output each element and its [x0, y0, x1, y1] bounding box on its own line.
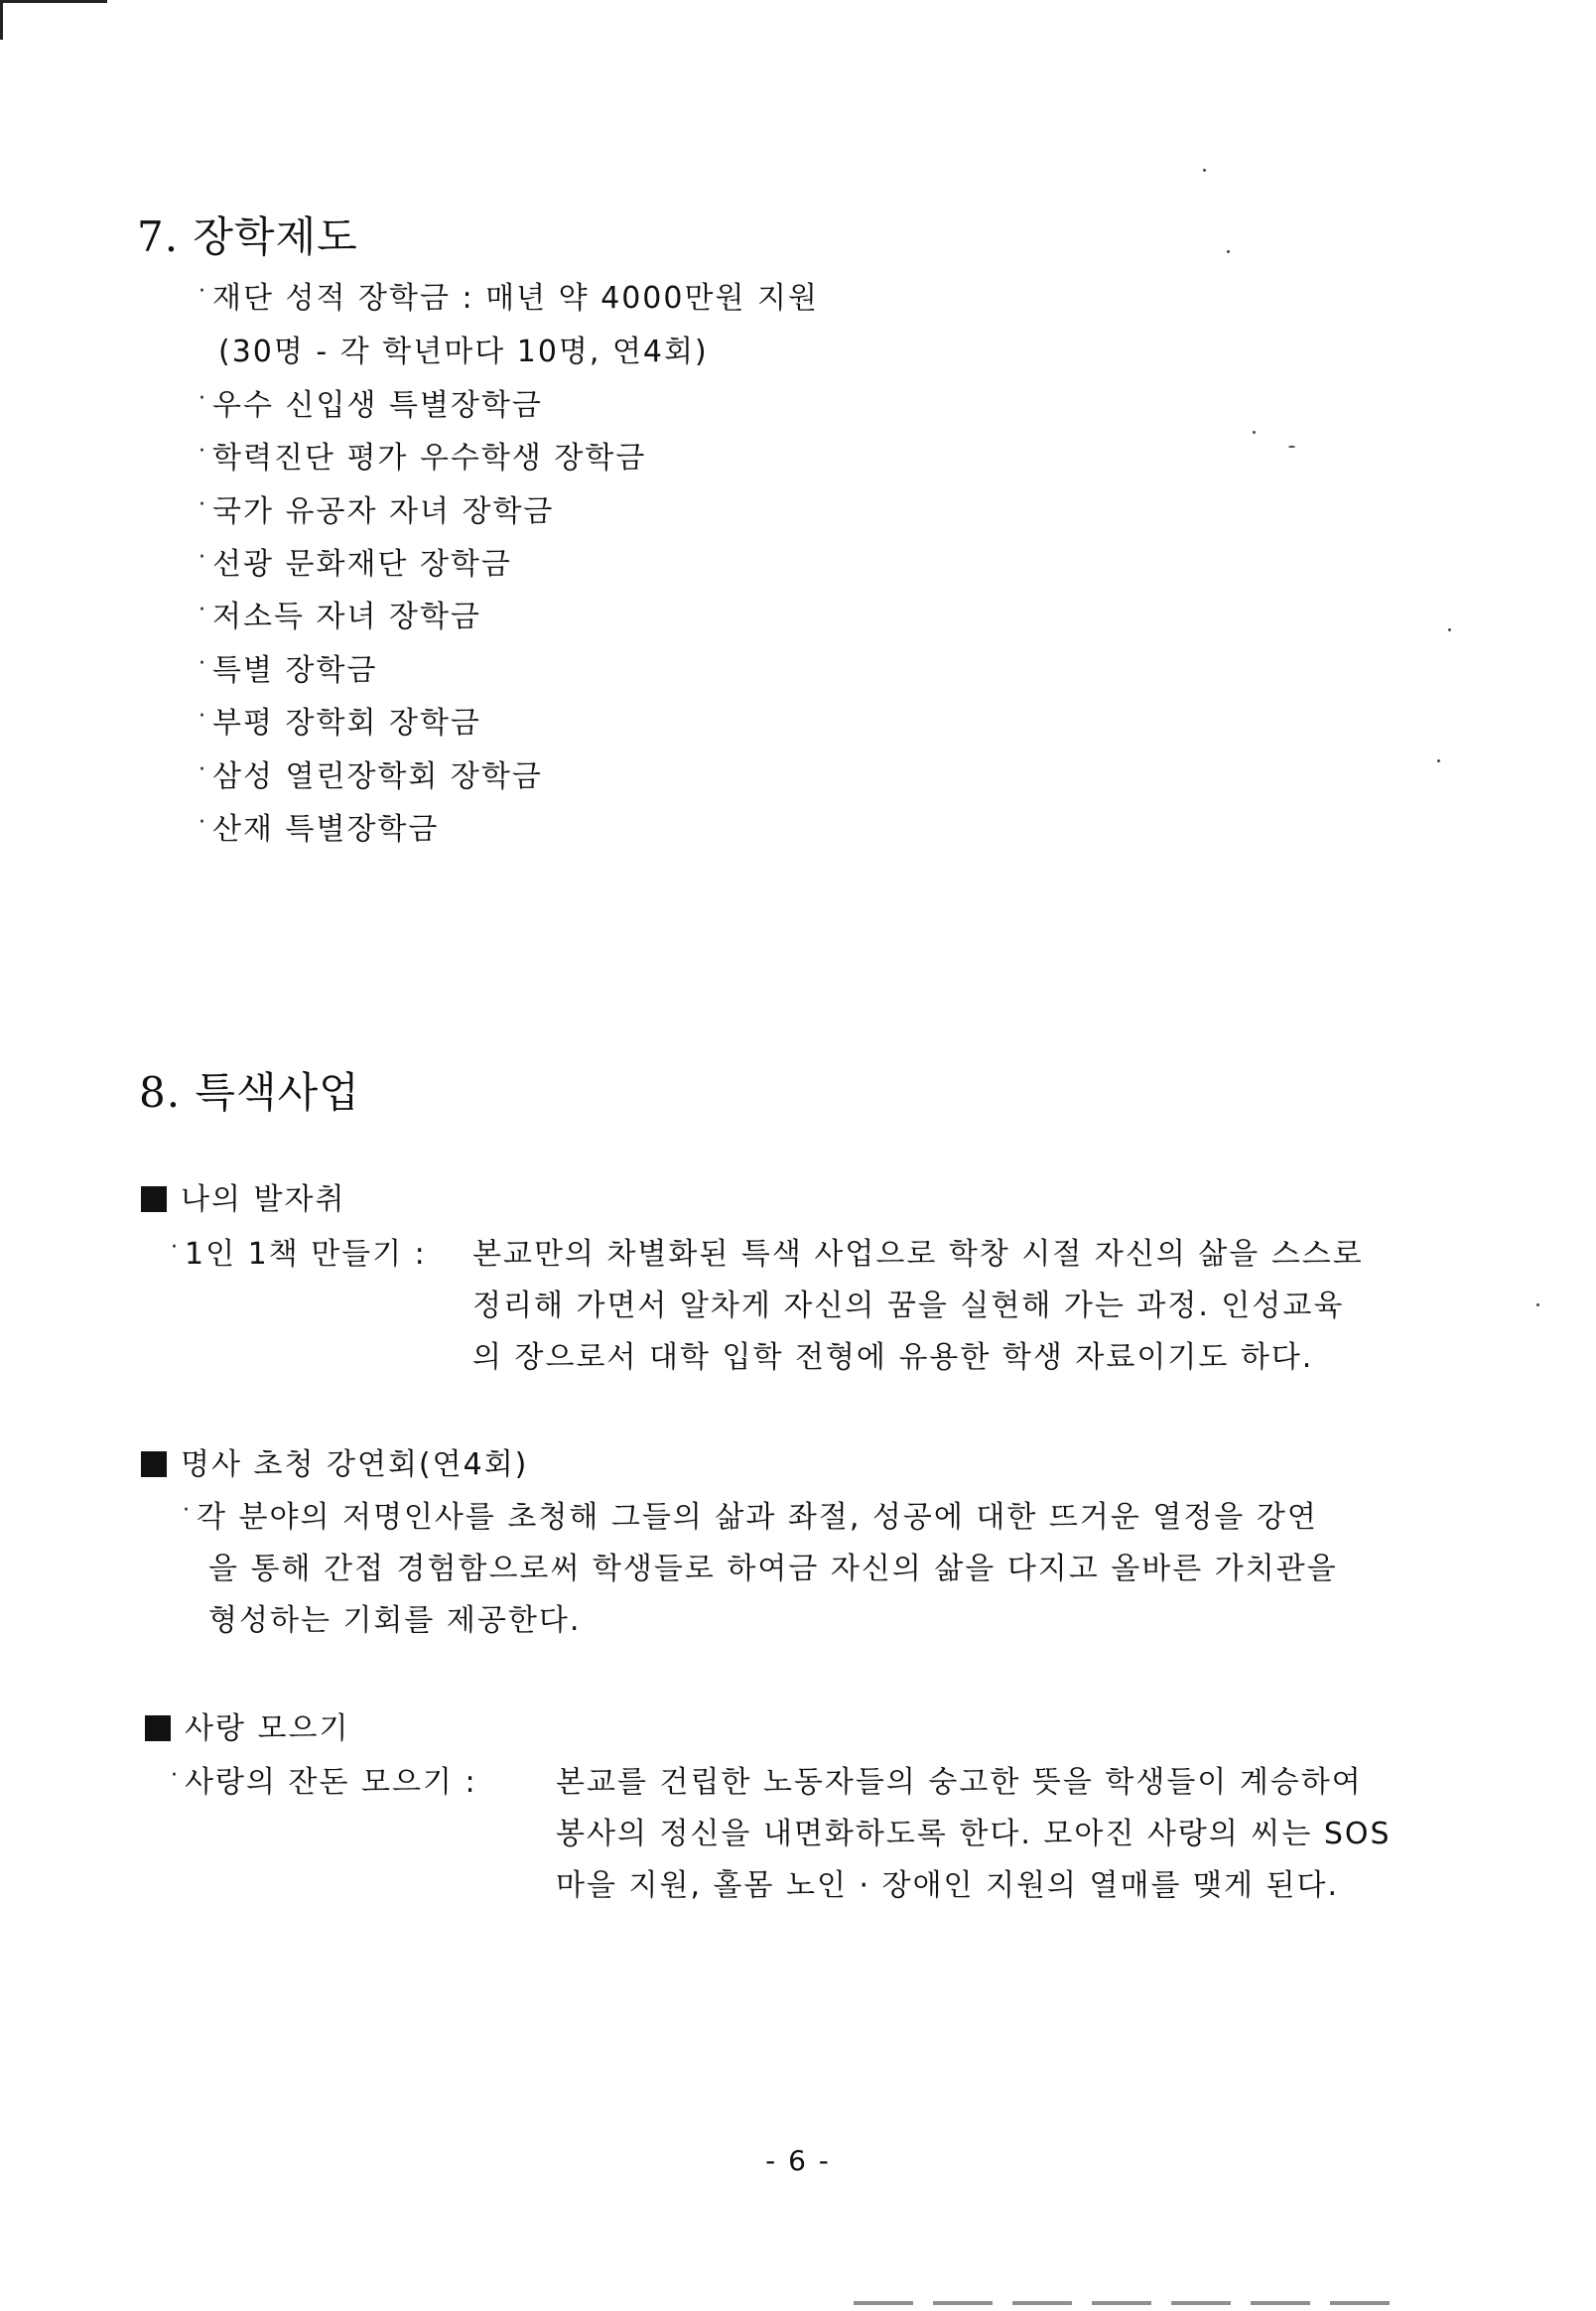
bullet-icon: ·	[199, 598, 207, 622]
page-number: - 6 -	[765, 2144, 831, 2177]
item-label: 사랑의 잔돈 모으기 :	[185, 1765, 477, 1800]
paragraph-line: 봉사의 정신을 내면화하도록 한다. 모아진 사랑의 씨는 SOS	[556, 1817, 1392, 1851]
paragraph-line	[183, 1492, 1318, 1536]
list-item-text: 우수 신입생 특별장학금	[212, 388, 543, 423]
section-title: 8. 특색사업	[139, 1068, 360, 1117]
subsection-heading	[145, 1703, 349, 1747]
square-bullet-icon	[145, 1715, 171, 1741]
list-item-text: 산재 특별장학금	[212, 812, 440, 847]
bullet-icon: ·	[199, 279, 207, 304]
list-item	[199, 645, 377, 689]
scan-edge-mark	[0, 0, 107, 3]
bullet-icon: ·	[183, 1498, 192, 1523]
item-label: 1인 1책 만들기 :	[185, 1237, 427, 1272]
list-item	[199, 804, 439, 848]
paragraph-text: 각 분야의 저명인사를 초청해 그들의 삶과 좌절, 성공에 대한 뜨거운 열정을 강연	[197, 1500, 1318, 1535]
scan-speck	[1253, 431, 1256, 434]
paragraph-line	[171, 1757, 477, 1801]
square-bullet-icon	[141, 1186, 167, 1212]
list-item-text: 재단 성적 장학금 : 매년 약 4000만원 지원	[212, 281, 819, 316]
paragraph-line: 을 통해 간접 경험함으로써 학생들로 하여금 자신의 삶을 다지고 올바른 가치관을	[208, 1552, 1338, 1586]
list-item-text: 삼성 열린장학회 장학금	[212, 759, 543, 794]
list-item-text: 학력진단 평가 우수학생 장학금	[212, 441, 647, 476]
paragraph-line	[171, 1229, 427, 1273]
scan-speck	[1288, 446, 1295, 448]
subsection-heading	[141, 1174, 345, 1218]
scan-speck	[1203, 169, 1206, 172]
subsection-heading-text: 나의 발자취	[181, 1182, 346, 1217]
paragraph-line: 마을 지원, 홀몸 노인 · 장애인 지원의 열매를 맺게 된다.	[556, 1868, 1340, 1903]
list-item	[199, 433, 646, 476]
subsection-heading	[141, 1439, 528, 1483]
scan-speck	[1227, 250, 1230, 253]
list-item	[199, 273, 819, 317]
list-item-text: 저소득 자녀 장학금	[212, 600, 481, 634]
list-item	[199, 751, 543, 795]
paragraph-line: 의 장으로서 대학 입학 전형에 유용한 학생 자료이기도 하다.	[472, 1340, 1314, 1375]
list-item-note: (30명 - 각 학년마다 10명, 연4회)	[218, 335, 709, 369]
list-item	[199, 698, 481, 742]
scan-speck	[1437, 759, 1440, 762]
list-item	[199, 539, 512, 583]
bullet-icon: ·	[171, 1763, 180, 1788]
section-title: 7. 장학제도	[137, 212, 358, 261]
list-item	[199, 486, 554, 530]
bullet-icon: ·	[199, 439, 207, 464]
list-item	[199, 380, 543, 424]
subsection-heading-text: 사랑 모으기	[185, 1711, 350, 1746]
bullet-icon: ·	[199, 492, 207, 517]
list-item-text: 선광 문화재단 장학금	[212, 547, 512, 582]
bullet-icon: ·	[199, 757, 207, 782]
paragraph-line: 정리해 가면서 알차게 자신의 꿈을 실현해 가는 과정. 인성교육	[472, 1289, 1345, 1323]
list-item-text: 특별 장학금	[212, 653, 378, 688]
paragraph-line: 본교를 건립한 노동자들의 숭고한 뜻을 학생들이 계승하여	[556, 1765, 1363, 1800]
bullet-icon: ·	[199, 810, 207, 835]
bullet-icon: ·	[199, 545, 207, 570]
scan-edge-mark	[0, 0, 3, 40]
list-item-text: 부평 장학회 장학금	[212, 706, 481, 741]
paragraph-line: 형성하는 기회를 제공한다.	[208, 1603, 582, 1638]
scan-speck	[1448, 628, 1451, 631]
paragraph-line: 본교만의 차별화된 특색 사업으로 학창 시절 자신의 삶을 스스로	[472, 1237, 1364, 1272]
bullet-icon: ·	[171, 1235, 180, 1260]
scan-edge-mark	[854, 2301, 1409, 2305]
list-item-text: 국가 유공자 자녀 장학금	[212, 494, 555, 529]
bullet-icon: ·	[199, 651, 207, 676]
bullet-icon: ·	[199, 386, 207, 411]
square-bullet-icon	[141, 1451, 167, 1477]
bullet-icon: ·	[199, 704, 207, 729]
scan-speck	[1536, 1303, 1539, 1306]
subsection-heading-text: 명사 초청 강연회(연4회)	[181, 1447, 529, 1482]
list-item	[199, 592, 481, 635]
